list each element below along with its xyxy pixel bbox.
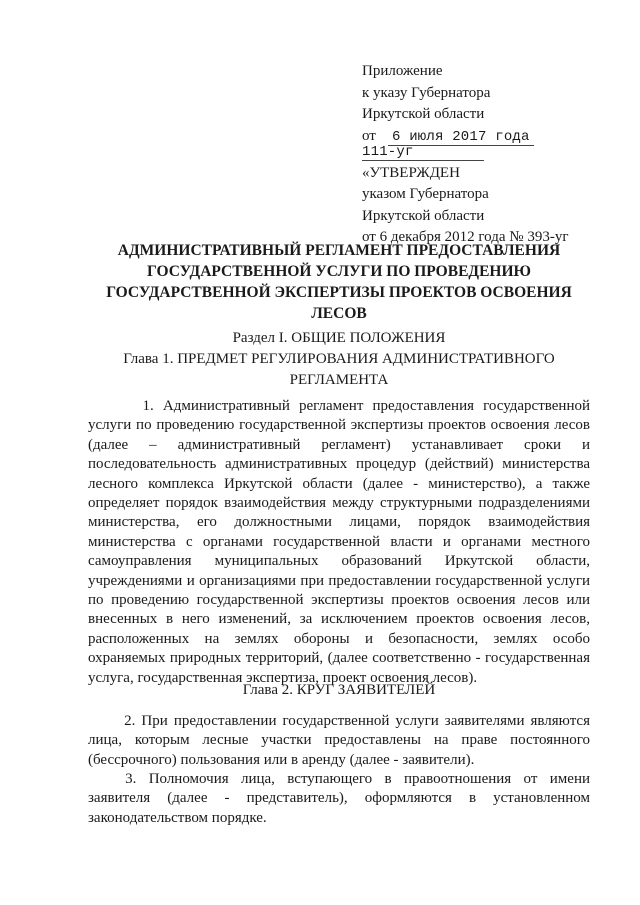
title-line: АДМИНИСТРАТИВНЫЙ РЕГЛАМЕНТ ПРЕДОСТАВЛЕНИЯ [117,242,561,259]
text-line: лица, которым лесные участки предоставлены на праве постоянного [88,732,590,749]
paragraph-2 [88,712,590,770]
text-line: охраняемых природных территорий, (далее соответственно - государственная [88,650,590,667]
title-line: ГОСУДАРСТВЕННОЙ УСЛУГИ ПО ПРОВЕДЕНИЮ [147,263,531,280]
appendix-label: Приложение [362,63,443,79]
text-line: определяет порядок взаимодействия между структурными подразделениями [88,495,590,512]
text-line: заявителя (далее - представитель), оформляются в установленном [88,790,590,807]
title-line: ЛЕСОВ [311,305,367,322]
text-line: расположенных на землях обороны и безопасности, землях особо [88,630,590,647]
text-line: (бессрочного) пользования или в аренду (далее - заявители). [88,751,475,768]
approved-label: «УТВЕРЖДЕН [362,164,460,181]
approved-date: от 6 декабря 2012 года № 393-уг [362,229,569,245]
text-line: законодательством порядке. [88,809,267,826]
text-line: (далее – административный регламент) устанавливает сроки и [88,436,590,453]
text-line: министерства, его должностными лицами, порядок взаимодействия [88,514,590,531]
text-line: министерства с органами государственной власти и органами местного [88,533,590,550]
approved-by: указом Губернатора [362,186,489,202]
text-line: последовательность административных процедур (действий) министерства [88,456,590,473]
text-line: услуги по проведению государственной экспертизы проектов освоения лесов [88,417,590,434]
paragraph-3 [88,770,590,828]
text-line: по проведению государственной экспертизы проектов освоения лесов или [88,592,590,609]
appendix-region: Иркутской области [362,106,485,122]
text-line: учреждениями и организациями при предоставлении государственной услуги [88,572,590,589]
appendix-header [362,61,622,249]
decree-date: 6 июля 2017 года [388,129,534,146]
chapter1-title: Глава 1. ПРЕДМЕТ РЕГУЛИРОВАНИЯ АДМИНИСТРАТИВНОГО [123,351,555,367]
document-title [80,240,598,324]
text-line: 1. Административный регламент предоставления государственной [88,398,590,414]
text-line: самоуправления муниципальных образований Иркутской области, [88,553,590,570]
paragraph-1 [88,397,590,688]
decree-number: 111-уг [362,144,484,161]
text-line: внесенных в него изменений, за исключением проектов освоения лесов, [88,611,590,628]
chapter2-title: Глава 2. КРУГ ЗАЯВИТЕЛЕЙ [242,682,436,698]
text-line: 2. При предоставлении государственной услуги заявителями являются [88,713,590,729]
title-line: ГОСУДАРСТВЕННОЙ ЭКСПЕРТИЗЫ ПРОЕКТОВ ОСВОЕНИЯ [106,284,572,301]
appendix-decree-ref: к указу Губернатора [362,84,491,101]
section-title: Раздел I. ОБЩИЕ ПОЛОЖЕНИЯ [232,330,446,346]
text-line: услуга, государственная экспертиза, проект освоения лесов). [88,669,478,686]
approved-region: Иркутской области [362,207,485,224]
date-prefix: от [362,127,376,144]
text-line: 3. Полномочия лица, вступающего в правоотношения от имени [88,771,590,787]
section-heading [80,328,598,391]
text-line: лесного комплекса Иркутской области (далее - министерство), а также [88,475,590,492]
chapter1-title-cont: РЕГЛАМЕНТА [289,372,389,388]
